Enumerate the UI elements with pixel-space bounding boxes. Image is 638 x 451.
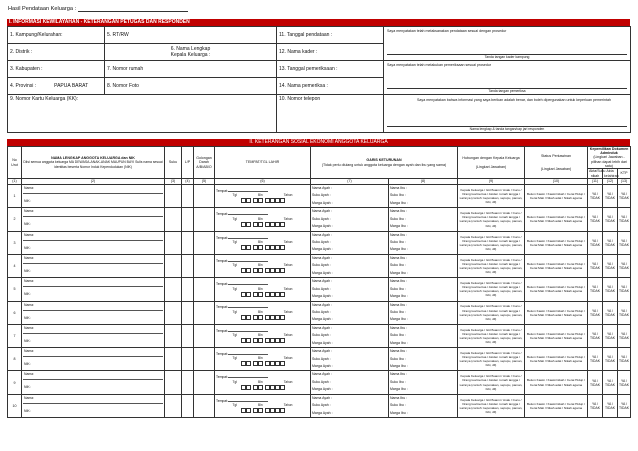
golongan-darah-cell[interactable] [194,371,215,394]
ktp-cell[interactable]: YA / TIDAK [618,348,631,371]
field-kabupaten[interactable]: 3. Kabupaten : [8,61,105,78]
status-cell[interactable]: Belum Kawin / Kawin/nikah / Cerai Hidup / Cerai Mati / Nikah adat / Nikah agama [525,231,588,254]
ayah-cell[interactable]: Nama Ayah : Suku Ayah : Marga Ayah : [311,185,389,208]
col-number: (8) [389,179,458,185]
golongan-darah-cell[interactable] [194,324,215,347]
field-tgl-pemeriksaan[interactable]: 13. Tanggal pemeriksaan : [277,61,384,78]
field-nomor-rumah[interactable]: 7. Nomor rumah [105,61,277,78]
col-golongan-darah: Golongan Darah A/B/AB/O [194,147,215,179]
suku-cell[interactable] [165,324,182,347]
ttl-cell[interactable]: Tempat: Tgl Bln Tahun [215,254,311,277]
ayah-cell[interactable]: Nama Ayah : Suku Ayah : Marga Ayah : [311,208,389,231]
akta-kelahiran-cell[interactable]: YA / TIDAK [603,278,618,301]
col-number: (10) [525,179,588,185]
name-nik-cell[interactable]: Nama: NIK: [22,348,165,371]
col-number: (13) [618,179,631,185]
col-akta-nikah: Akta/Suku nikah [589,169,606,178]
pemeriksa-statement: Saya menyatakan telah melakukan pemeriksaan sesuai prosedur Tanda tangan pemeriksa [384,61,631,95]
row-number: 7 [8,324,22,347]
akta-kelahiran-cell[interactable]: YA / TIDAK [603,231,618,254]
golongan-darah-cell[interactable] [194,301,215,324]
lp-cell[interactable] [182,208,194,231]
ttl-cell[interactable]: Tempat: Tgl Bln Tahun [215,208,311,231]
ktp-cell[interactable]: YA / TIDAK [618,278,631,301]
col-number: (6) [215,179,311,185]
ibu-cell[interactable]: Nama Ibu : Suku Ibu : Marga Ibu : [389,394,458,417]
responden-statement: Saya menyatakan bahwa informasi yang saya berikan adalah benar, dan boleh dipergunakan untuk keperluan pemerintah Nama lengkap & tanda tangan/cap jari responden [384,95,631,133]
hubungan-cell[interactable]: Kepala Keluarga / Istri/Suami / Anak / Cucu / Orang tua/mertua / Asiden rumah tangga / Lainnya (contoh: keponakan, sepupu, paman, bibi, dll) [458,278,525,301]
field-nomor-foto[interactable]: 8. Nomor Foto [105,78,277,95]
section2-header: II. KETERANGAN SOSIAL EKONOMI ANGGOTA KELUARGA [7,139,630,146]
responden-signature: Nama lengkap & tanda tangan/cap jari responden [387,126,627,131]
hubungan-cell[interactable]: Kepala Keluarga / Istri/Suami / Anak / Cucu / Orang tua/mertua / Asiden rumah tangga / Lainnya (contoh: keponakan, sepupu, paman, bibi, dll) [458,254,525,277]
suku-cell[interactable] [165,348,182,371]
col-kepemilikan: Kepemilikan Dokumen Adminduk (Lingkari Jawaban - pilihan dapat lebih dari satu) [588,147,631,169]
ktp-cell[interactable]: YA / TIDAK [618,208,631,231]
golongan-darah-cell[interactable] [194,185,215,208]
akta-kelahiran-cell[interactable]: YA / TIDAK [603,185,618,208]
name-nik-cell[interactable]: Nama: NIK: [22,254,165,277]
akta-kelahiran-cell[interactable]: YA / TIDAK [603,324,618,347]
col-number: (11) [588,179,603,185]
akta-kelahiran-cell[interactable]: YA / TIDAK [603,301,618,324]
status-cell[interactable]: Belum Kawin / Kawin/nikah / Cerai Hidup / Cerai Mati / Nikah adat / Nikah agama [525,254,588,277]
row-number: 10 [8,394,22,417]
field-tgl-pendataan[interactable]: 11. Tanggal pendataan : [277,27,384,44]
lp-cell[interactable] [182,301,194,324]
ibu-cell[interactable]: Nama Ibu : Suku Ibu : Marga Ibu : [389,348,458,371]
field-provinsi[interactable]: 4. Provinsi : PAPUA BARAT [8,78,105,95]
status-cell[interactable]: Belum Kawin / Kawin/nikah / Cerai Hidup / Cerai Mati / Nikah adat / Nikah agama [525,324,588,347]
akta-kelahiran-cell[interactable]: YA / TIDAK [603,394,618,417]
table-row [8,371,631,394]
hubungan-cell[interactable]: Kepala Keluarga / Istri/Suami / Anak / Cucu / Orang tua/mertua / Asiden rumah tangga / Lainnya (contoh: keponakan, sepupu, paman, bibi, dll) [458,231,525,254]
golongan-darah-cell[interactable] [194,254,215,277]
col-status: Status Perkawinan (Lingkari Jawaban) [525,147,588,179]
ibu-cell[interactable]: Nama Ibu : Suku Ibu : Marga Ibu : [389,278,458,301]
ayah-cell[interactable]: Nama Ayah : Suku Ayah : Marga Ayah : [311,394,389,417]
ktp-cell[interactable]: YA / TIDAK [618,324,631,347]
name-nik-cell[interactable]: Nama: NIK: [22,278,165,301]
ttl-cell[interactable]: Tempat: Tgl Bln Tahun [215,324,311,347]
col-ttl: TEMPAT/TGL LAHIR [215,147,311,179]
col-number: (5) [194,179,215,185]
akta-nikah-cell[interactable]: YA / TIDAK [588,348,603,371]
col-number: (3) [165,179,182,185]
ayah-cell[interactable]: Nama Ayah : Suku Ayah : Marga Ayah : [311,231,389,254]
kader-signature: Tanda tangan kader kampung [387,54,627,59]
field-nomor-kk[interactable]: 9. Nomor Kartu Keluarga (KK): [8,95,277,133]
col-nama: NAMA LENGKAP ANGGOTA KELUARGA dan NIK Diisi semua anggota keluarga MA DEWASA-ANAK-ANAK MAUPUN BAYI Sulis nama sesuai identitas beserta Nomor Induk Kependudukan (NIK) [22,147,165,179]
table-row [8,208,631,231]
col-number: (12) [603,179,618,185]
row-number: 8 [8,348,22,371]
table-row [8,254,631,277]
table-row [8,324,631,347]
section1-header: I. INFORMASI KEWILAYAHAN - KETERANGAN PETUGAS DAN RESPONDEN [7,19,630,26]
hubungan-cell[interactable]: Kepala Keluarga / Istri/Suami / Anak / Cucu / Orang tua/mertua / Asiden rumah tangga / Lainnya (contoh: keponakan, sepupu, paman, bibi, dll) [458,371,525,394]
table-row [8,231,631,254]
ttl-cell[interactable]: Tempat: Tgl Bln Tahun [215,301,311,324]
name-nik-cell[interactable]: Nama: NIK: [22,301,165,324]
status-cell[interactable]: Belum Kawin / Kawin/nikah / Cerai Hidup / Cerai Mati / Nikah adat / Nikah agama [525,185,588,208]
col-ktp: KTP [618,169,631,179]
akta-nikah-cell[interactable]: YA / TIDAK [588,208,603,231]
status-cell[interactable]: Belum Kawin / Kawin/nikah / Cerai Hidup / Cerai Mati / Nikah adat / Nikah agama [525,371,588,394]
ktp-cell[interactable]: YA / TIDAK [618,394,631,417]
ttl-cell[interactable]: Tempat: Tgl Bln Tahun [215,394,311,417]
ktp-cell[interactable]: YA / TIDAK [618,185,631,208]
section1-table [7,26,631,133]
table-row [8,278,631,301]
suku-cell[interactable] [165,278,182,301]
suku-cell[interactable] [165,301,182,324]
ibu-cell[interactable]: Nama Ibu : Suku Ibu : Marga Ibu : [389,185,458,208]
ayah-cell[interactable]: Nama Ayah : Suku Ayah : Marga Ayah : [311,278,389,301]
field-telepon[interactable]: 10. Nomor telepon [277,95,384,133]
akta-nikah-cell[interactable]: YA / TIDAK [588,301,603,324]
row-number: 3 [8,231,22,254]
status-cell[interactable]: Belum Kawin / Kawin/nikah / Cerai Hidup / Cerai Mati / Nikah adat / Nikah agama [525,278,588,301]
ayah-cell[interactable]: Nama Ayah : Suku Ayah : Marga Ayah : [311,348,389,371]
lp-cell[interactable] [182,185,194,208]
kader-statement: Saya menyatakan telah melaksanakan pendataan sesuai dengan prosedur Tanda tangan kader kampung [384,27,631,61]
col-no-urut: No Urut [8,147,22,179]
akta-nikah-cell[interactable]: YA / TIDAK [588,185,603,208]
ibu-cell[interactable]: Nama Ibu : Suku Ibu : Marga Ibu : [389,301,458,324]
row-number: 2 [8,208,22,231]
golongan-darah-cell[interactable] [194,231,215,254]
hubungan-cell[interactable]: Kepala Keluarga / Istri/Suami / Anak / Cucu / Orang tua/mertua / Asiden rumah tangga / Lainnya (contoh: keponakan, sepupu, paman, bibi, dll) [458,301,525,324]
status-cell[interactable]: Belum Kawin / Kawin/nikah / Cerai Hidup / Cerai Mati / Nikah adat / Nikah agama [525,301,588,324]
golongan-darah-cell[interactable] [194,278,215,301]
row-number: 4 [8,254,22,277]
form-title: Hasil Pendataan Keluarga : [8,6,188,12]
col-garis-keturunan: GARIS KETURUNAN (Tidak perlu diulang untuk anggota keluarga dengan ayah dan ibu yang sama) [311,147,458,179]
row-number: 5 [8,278,22,301]
akta-nikah-cell[interactable]: YA / TIDAK [588,394,603,417]
ktp-cell[interactable]: YA / TIDAK [618,231,631,254]
suku-cell[interactable] [165,208,182,231]
lp-cell[interactable] [182,371,194,394]
ttl-cell[interactable]: Tempat: Tgl Bln Tahun [215,371,311,394]
akta-kelahiran-cell[interactable]: YA / TIDAK [603,348,618,371]
status-cell[interactable]: Belum Kawin / Kawin/nikah / Cerai Hidup / Cerai Mati / Nikah adat / Nikah agama [525,208,588,231]
members-table [7,146,631,418]
ktp-cell[interactable]: YA / TIDAK [618,371,631,394]
ktp-cell[interactable]: YA / TIDAK [618,254,631,277]
akta-kelahiran-cell[interactable]: YA / TIDAK [603,371,618,394]
suku-cell[interactable] [165,254,182,277]
table-row [8,394,631,417]
ibu-cell[interactable]: Nama Ibu : Suku Ibu : Marga Ibu : [389,231,458,254]
field-nama-pemeriksa[interactable]: 14. Nama pemeriksa : [277,78,384,95]
field-nama-kader[interactable]: 12. Nama kader : [277,44,384,61]
pemeriksa-signature: Tanda tangan pemeriksa [387,88,627,93]
ttl-cell[interactable]: Tempat: Tgl Bln Tahun [215,231,311,254]
col-number: (7) [311,179,389,185]
akta-nikah-cell[interactable]: YA / TIDAK [588,231,603,254]
row-number: 1 [8,185,22,208]
suku-cell[interactable] [165,394,182,417]
hubungan-cell[interactable]: Kepala Keluarga / Istri/Suami / Anak / Cucu / Orang tua/mertua / Asiden rumah tangga / Lainnya (contoh: keponakan, sepupu, paman, bibi, dll) [458,394,525,417]
table-row [8,348,631,371]
col-suku: Suku [165,147,182,179]
col-akta-kelahiran: Akta kelahiran [604,169,619,178]
name-nik-cell[interactable]: Nama: NIK: [22,208,165,231]
name-nik-cell[interactable]: Nama: NIK: [22,394,165,417]
ktp-cell[interactable]: YA / TIDAK [618,301,631,324]
lp-cell[interactable] [182,394,194,417]
ttl-cell[interactable]: Tempat: Tgl Bln Tahun [215,278,311,301]
ayah-cell[interactable]: Nama Ayah : Suku Ayah : Marga Ayah : [311,324,389,347]
suku-cell[interactable] [165,371,182,394]
golongan-darah-cell[interactable] [194,394,215,417]
status-cell[interactable]: Belum Kawin / Kawin/nikah / Cerai Hidup / Cerai Mati / Nikah adat / Nikah agama [525,348,588,371]
field-distrik[interactable]: 2. Distrik : [8,44,105,61]
name-nik-cell[interactable]: Nama: NIK: [22,371,165,394]
ayah-cell[interactable]: Nama Ayah : Suku Ayah : Marga Ayah : [311,371,389,394]
hubungan-cell[interactable]: Kepala Keluarga / Istri/Suami / Anak / Cucu / Orang tua/mertua / Asiden rumah tangga / Lainnya (contoh: keponakan, sepupu, paman, bibi, dll) [458,208,525,231]
field-kampung[interactable]: 1. Kampung/Kelurahan: [8,27,105,44]
ibu-cell[interactable]: Nama Ibu : Suku Ibu : Marga Ibu : [389,371,458,394]
akta-nikah-cell[interactable]: YA / TIDAK [588,324,603,347]
lp-cell[interactable] [182,324,194,347]
row-number: 6 [8,301,22,324]
field-nama-kk[interactable]: 6. Nama Lengkap Kepala Keluarga : [105,44,277,61]
ayah-cell[interactable]: Nama Ayah : Suku Ayah : Marga Ayah : [311,301,389,324]
ayah-cell[interactable]: Nama Ayah : Suku Ayah : Marga Ayah : [311,254,389,277]
lp-cell[interactable] [182,348,194,371]
table-row [8,185,631,208]
name-nik-cell[interactable]: Nama: NIK: [22,185,165,208]
field-rtrw[interactable]: 5. RT/RW [105,27,277,44]
ttl-cell[interactable]: Tempat: Tgl Bln Tahun [215,185,311,208]
akta-kelahiran-cell[interactable]: YA / TIDAK [603,208,618,231]
hubungan-cell[interactable]: Kepala Keluarga / Istri/Suami / Anak / Cucu / Orang tua/mertua / Asiden rumah tangga / Lainnya (contoh: keponakan, sepupu, paman, bibi, dll) [458,348,525,371]
table-row [8,301,631,324]
akta-nikah-cell[interactable]: YA / TIDAK [588,278,603,301]
akta-kelahiran-cell[interactable]: YA / TIDAK [603,254,618,277]
lp-cell[interactable] [182,278,194,301]
name-nik-cell[interactable]: Nama: NIK: [22,324,165,347]
ibu-cell[interactable]: Nama Ibu : Suku Ibu : Marga Ibu : [389,324,458,347]
akta-nikah-cell[interactable]: YA / TIDAK [588,254,603,277]
col-number: (9) [458,179,525,185]
hubungan-cell[interactable]: Kepala Keluarga / Istri/Suami / Anak / Cucu / Orang tua/mertua / Asiden rumah tangga / Lainnya (contoh: keponakan, sepupu, paman, bibi, dll) [458,185,525,208]
name-nik-cell[interactable]: Nama: NIK: [22,231,165,254]
lp-cell[interactable] [182,231,194,254]
row-number: 9 [8,371,22,394]
col-hubungan: Hubungan dengan Kepala Keluarga (Lingkari Jawaban) [458,147,525,179]
col-lp: L/P [182,147,194,179]
ttl-cell[interactable]: Tempat: Tgl Bln Tahun [215,348,311,371]
suku-cell[interactable] [165,231,182,254]
suku-cell[interactable] [165,185,182,208]
col-number: (1) [8,179,22,185]
golongan-darah-cell[interactable] [194,348,215,371]
lp-cell[interactable] [182,254,194,277]
col-number: (2) [22,179,165,185]
col-number: (4) [182,179,194,185]
ibu-cell[interactable]: Nama Ibu : Suku Ibu : Marga Ibu : [389,254,458,277]
hubungan-cell[interactable]: Kepala Keluarga / Istri/Suami / Anak / Cucu / Orang tua/mertua / Asiden rumah tangga / Lainnya (contoh: keponakan, sepupu, paman, bibi, dll) [458,324,525,347]
golongan-darah-cell[interactable] [194,208,215,231]
status-cell[interactable]: Belum Kawin / Kawin/nikah / Cerai Hidup / Cerai Mati / Nikah adat / Nikah agama [525,394,588,417]
akta-nikah-cell[interactable]: YA / TIDAK [588,371,603,394]
ibu-cell[interactable]: Nama Ibu : Suku Ibu : Marga Ibu : [389,208,458,231]
